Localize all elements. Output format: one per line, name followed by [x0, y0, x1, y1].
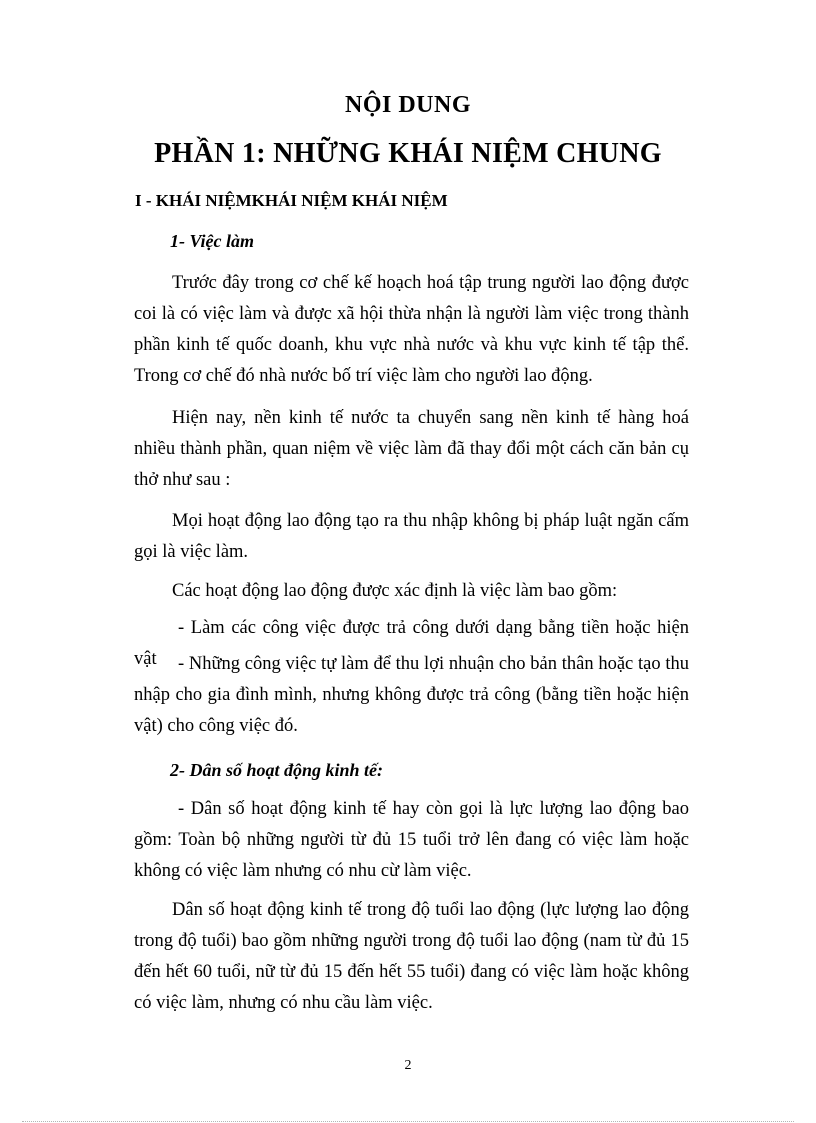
section-heading: I - KHÁI NIỆMKHÁI NIỆM KHÁI NIỆM	[135, 191, 448, 210]
page-bottom-divider	[22, 1121, 794, 1122]
list-item: - Những công việc tự làm để thu lợi nhuận cho bản thân hoặc tạo thu nhập cho gia đình mình, nhưng không được trả công (bằng tiền hoặc hiện vật) cho công việc đó.	[134, 654, 689, 736]
paragraph: Mọi hoạt động lao động tạo ra thu nhập không bị pháp luật ngăn cấm gọi là việc làm.	[134, 511, 689, 562]
list-item: - Làm các công việc được trả công dưới dạng bằng tiền hoặc hiện vật	[134, 618, 689, 669]
paragraph: - Dân số hoạt động kinh tế hay còn gọi là lực lượng lao động bao gồm: Toàn bộ những người từ đủ 15 tuổi trở lên đang có việc làm hoặc không có việc làm nhưng có nhu cừ làm việc.	[134, 799, 689, 881]
paragraph: Hiện nay, nền kinh tế nước ta chuyển sang nền kinh tế hàng hoá nhiều thành phần, quan niệm về việc làm đã thay đổi một cách căn bản cụ thở như sau :	[134, 408, 689, 490]
page-number: 2	[404, 1058, 412, 1073]
part-title: PHẦN 1: NHỮNG KHÁI NIỆM CHUNG	[154, 138, 662, 169]
subsection-heading-1: 1- Việc làm	[170, 231, 254, 251]
paragraph: Trước đây trong cơ chế kế hoạch hoá tập trung người lao động được coi là có việc làm và được xã hội thừa nhận là người làm việc trong thành phần kinh tế quốc doanh, khu vực nhà nước và khu vực kinh tế tập thể. Trong cơ chế đó nhà nước bố trí việc làm cho người lao động.	[134, 273, 689, 386]
subsection-heading-2: 2- Dân số hoạt động kinh tế:	[170, 760, 384, 780]
paragraph: Dân số hoạt động kinh tế trong độ tuổi lao động (lực lượng lao động trong độ tuổi) bao gồm những người trong độ tuổi lao động (nam từ đủ 15 đến hết 60 tuổi, nữ từ đủ 15 đến hết 55 tuổi) đang có việc làm hoặc không có việc làm, nhưng có nhu cầu làm việc.	[134, 900, 689, 1013]
paragraph: Các hoạt động lao động được xác định là việc làm bao gồm:	[172, 581, 618, 601]
heading: NỘI DUNG	[344, 92, 471, 118]
